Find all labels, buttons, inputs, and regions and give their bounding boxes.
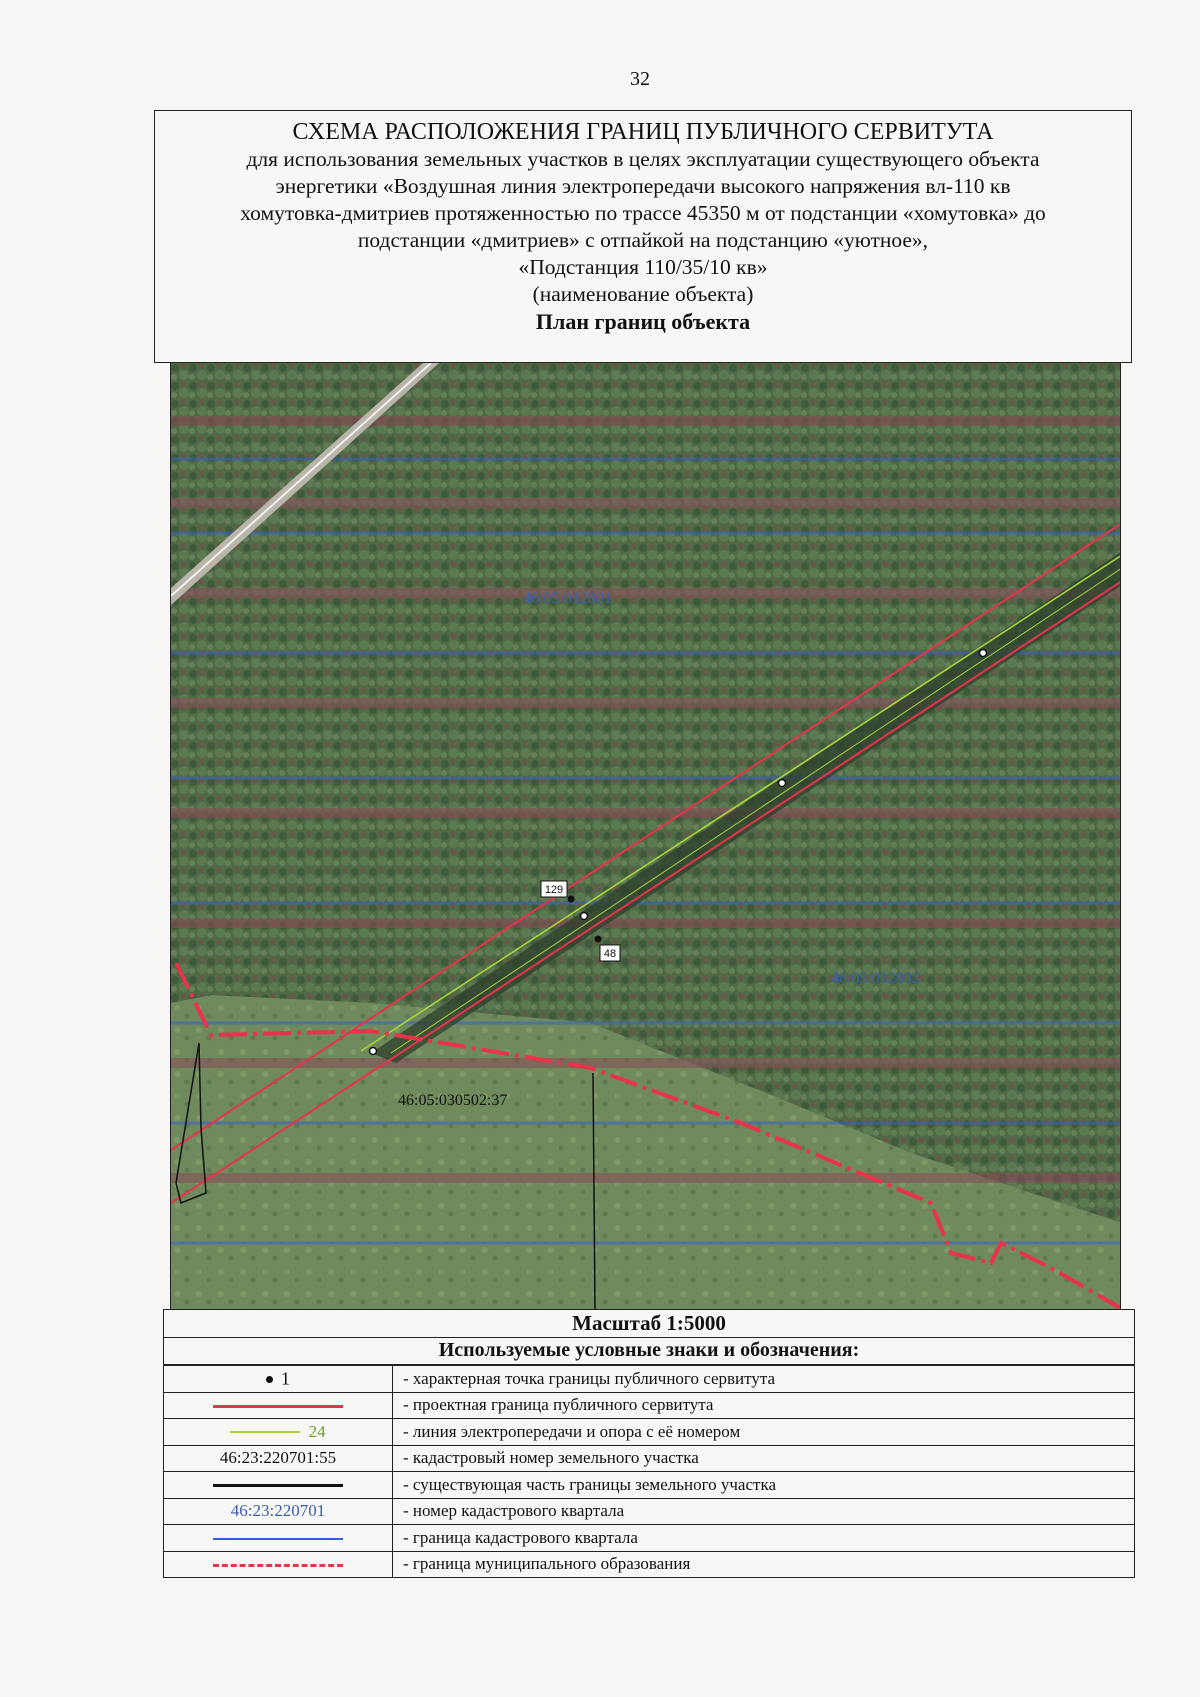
power-pole-marker	[779, 780, 786, 787]
parcel-number-example: 46:23:220701:55	[219, 1448, 337, 1468]
title-object-caption: (наименование объекта)	[532, 282, 754, 306]
legend-description: - граница муниципального образования	[393, 1551, 1135, 1578]
parcel-label: 46:05:030502:37	[398, 1092, 508, 1109]
power-pole-number: 24	[308, 1422, 326, 1442]
servitude-boundary-symbol	[213, 1405, 343, 1408]
legend-row	[164, 1392, 1135, 1419]
municipal-boundary-symbol	[213, 1564, 343, 1567]
title-line-4: подстанции «дмитриев» с отпайкой на подстанцию «уютное»,	[357, 228, 929, 252]
quarter-label-north: 46:05:012801	[523, 590, 612, 607]
document-title: СХЕМА РАСПОЛОЖЕНИЯ ГРАНИЦ ПУБЛИЧНОГО СЕРВИТУТА	[292, 119, 994, 145]
map-frame[interactable]	[170, 363, 1121, 1309]
legend-symbol-cell	[164, 1392, 393, 1419]
title-line-3: хомутовка-дмитриев протяженностью по трассе 45350 м от подстанции «хомутовка» до	[240, 201, 1046, 225]
title-line-1: для использования земельных участков в целях эксплуатации существующего объекта	[246, 147, 1040, 171]
boundary-point-symbol	[266, 1376, 273, 1383]
legend-symbol-cell	[164, 1419, 393, 1446]
title-block	[154, 110, 1132, 363]
legend-row	[164, 1419, 1135, 1446]
boundary-point-129[interactable]	[568, 896, 575, 903]
legend-symbol-cell	[164, 1472, 393, 1499]
point-label-129: 129	[544, 884, 564, 896]
legend-description: - существующая часть границы земельного участка	[393, 1472, 1135, 1499]
quarter-boundary-symbol	[213, 1538, 343, 1540]
legend-row	[164, 1445, 1135, 1472]
page-number: 32	[630, 68, 650, 90]
legend-symbol-cell	[164, 1366, 393, 1393]
legend-description: - граница кадастрового квартала	[393, 1525, 1135, 1552]
legend-row	[164, 1498, 1135, 1525]
point-label-48: 48	[603, 948, 617, 960]
parcel-boundary-symbol	[213, 1484, 343, 1487]
title-line-2: энергетики «Воздушная линия электропередачи высокого напряжения вл-110 кв	[275, 174, 1011, 198]
legend-description: - характерная точка границы публичного сервитута	[393, 1366, 1135, 1393]
map-scale: Масштаб 1:5000	[163, 1309, 1135, 1338]
quarter-label-south: 46:05:012802	[831, 970, 920, 987]
legend-title: Используемые условные знаки и обозначения:	[163, 1337, 1135, 1365]
boundary-point-number: 1	[281, 1368, 290, 1389]
legend-row	[164, 1472, 1135, 1499]
legend-description: - номер кадастрового квартала	[393, 1498, 1135, 1525]
legend-row	[164, 1525, 1135, 1552]
legend-symbol-cell	[164, 1498, 393, 1525]
legend-table	[163, 1365, 1135, 1578]
boundary-point-48[interactable]	[595, 936, 602, 943]
legend-row	[164, 1366, 1135, 1393]
legend-symbol-cell	[164, 1525, 393, 1552]
legend-description: - кадастровый номер земельного участка	[393, 1445, 1135, 1472]
legend-row	[164, 1551, 1135, 1578]
legend-description: - проектная граница публичного сервитута	[393, 1392, 1135, 1419]
legend-description: - линия электропередачи и опора с её номером	[393, 1419, 1135, 1446]
power-pole-marker	[370, 1048, 377, 1055]
power-line-symbol	[230, 1431, 300, 1433]
power-pole-marker	[980, 650, 987, 657]
power-pole-marker	[581, 913, 588, 920]
title-line-5: «Подстанция 110/35/10 кв»	[518, 255, 768, 279]
legend-symbol-cell	[164, 1551, 393, 1578]
map-canvas[interactable]	[171, 363, 1121, 1309]
plan-heading: План границ объекта	[535, 309, 751, 334]
legend-symbol-cell	[164, 1445, 393, 1472]
quarter-number-example: 46:23:220701	[230, 1501, 326, 1521]
